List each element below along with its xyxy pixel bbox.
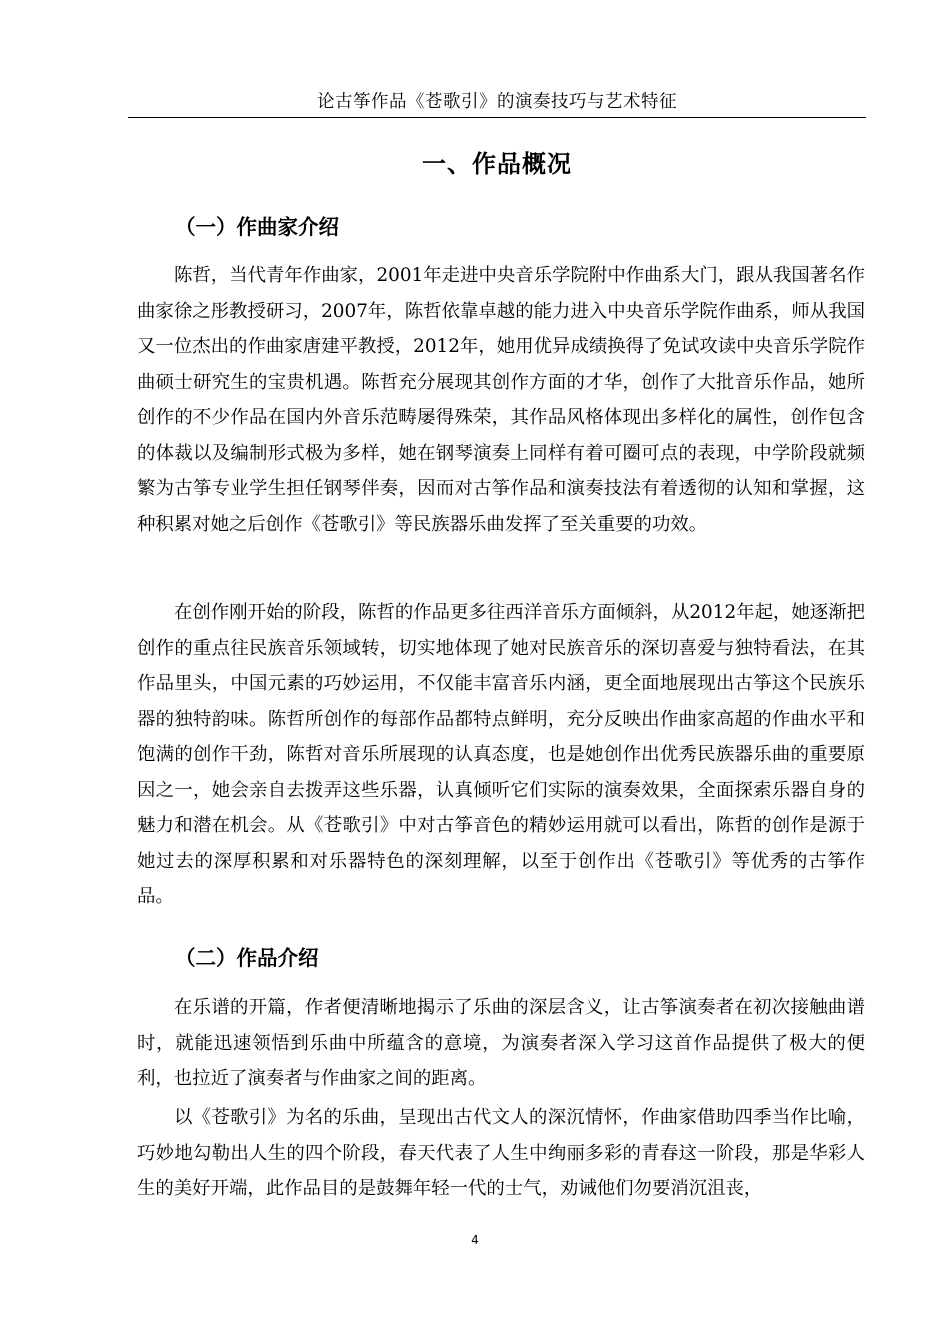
- running-header: 论古筝作品《苍歌引》的演奏技巧与艺术特征: [128, 91, 866, 118]
- paragraph-work-intro: 在乐谱的开篇，作者便清晰地揭示了乐曲的深层含义，让古筝演奏者在初次接触曲谱时，就能迅速领悟到乐曲中所蕴含的意境，为演奏者深入学习这首作品提供了极大的便利，也拉近了演奏者与作曲家之间的距离。: [137, 997, 865, 1089]
- page-number: 4: [471, 1233, 479, 1247]
- paragraph-work-meaning: 以《苍歌引》为名的乐曲，呈现出古代文人的深沉情怀，作曲家借助四季当作比喻，巧妙地勾勒出人生的四个阶段，春天代表了人生中绚丽多彩的青春这一阶段，那是华彩人生的美好开端，此作品目的是鼓舞年轻一代的士气，劝诫他们勿要消沉沮丧，: [137, 1107, 865, 1199]
- chapter-title: 一、作品概况: [422, 150, 572, 178]
- paragraph-composer-style: 在创作刚开始的阶段，陈哲的作品更多往西洋音乐方面倾斜，从2012年起，她逐渐把创作的重点往民族音乐领域转，切实地体现了她对民族音乐的深切喜爱与独特看法，在其作品里头，中国元素的巧妙运用，不仅能丰富音乐内涵，更全面地展现出古筝这个民族乐器的独特韵味。陈哲所创作的每部作品都特点鲜明，充分反映出作曲家高超的作曲水平和饱满的创作干劲，陈哲对音乐所展现的认真态度，也是她创作出优秀民族器乐曲的重要原因之一，她会亲自去拨弄这些乐器，认真倾听它们实际的演奏效果，全面探索乐器自身的魅力和潜在机会。从《苍歌引》中对古筝音色的精妙运用就可以看出，陈哲的创作是源于她过去的深厚积累和对乐器特色的深刻理解，以至于创作出《苍歌引》等优秀的古筝作品。: [137, 602, 865, 907]
- section-heading-work: （二）作品介绍: [175, 946, 319, 970]
- paragraph-composer-bio: 陈哲，当代青年作曲家，2001年走进中央音乐学院附中作曲系大门，跟从我国著名作曲家徐之彤教授研习，2007年，陈哲依靠卓越的能力进入中央音乐学院作曲系，师从我国又一位杰出的作曲家唐建平教授，2012年，她用优异成绩换得了免试攻读中央音乐学院作曲硕士研究生的宝贵机遇。陈哲充分展现其创作方面的才华，创作了大批音乐作品，她所创作的不少作品在国内外音乐范畴屡得殊荣，其作品风格体现出多样化的属性，创作包含的体裁以及编制形式极为多样，她在钢琴演奏上同样有着可圈可点的表现，中学阶段就频繁为古筝专业学生担任钢琴伴奏，因而对古筝作品和演奏技法有着透彻的认知和掌握，这种积累对她之后创作《苍歌引》等民族器乐曲发挥了至关重要的功效。: [137, 265, 865, 535]
- section-heading-composer: （一）作曲家介绍: [175, 215, 339, 239]
